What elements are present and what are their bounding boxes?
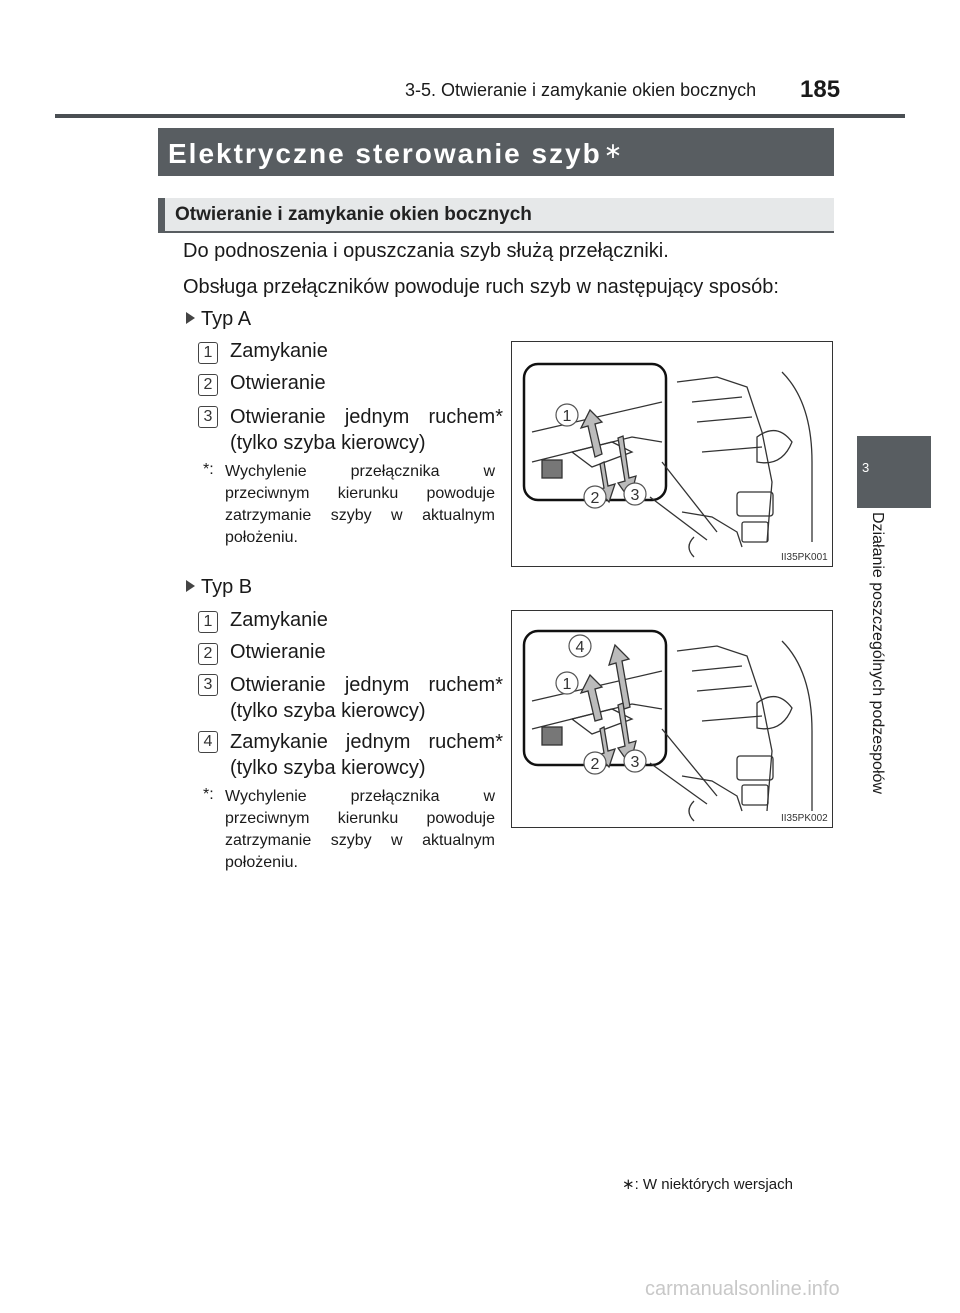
item-number-badge: 4 [198, 731, 218, 753]
page-title-text: Elektryczne sterowanie szyb [168, 138, 602, 169]
type-b-footnote-mark: *: [203, 786, 214, 803]
type-b-item-1 [198, 609, 498, 633]
item-text: Zamykanie jednym ruchem* (tylko szyba kierowcy) [230, 731, 503, 779]
chapter-title: Działanie poszczególnych podzespołów [869, 512, 886, 794]
page-number: 185 [800, 76, 841, 103]
figure-b-label-1: 1 [562, 676, 572, 693]
type-b-item-4 [198, 729, 503, 781]
item-text: Otwieranie [230, 372, 326, 394]
type-b-heading [186, 576, 252, 599]
type-a-item-2 [198, 372, 498, 396]
figure-type-b [511, 610, 833, 828]
title-asterisk: ∗ [603, 138, 625, 163]
type-b-label: Typ B [201, 576, 253, 598]
header-divider [55, 114, 905, 118]
item-number-badge: 3 [198, 406, 218, 428]
window-switch-illustration-b [512, 611, 832, 827]
item-text: Zamykanie [230, 340, 328, 362]
bullet-triangle-icon [186, 312, 195, 324]
item-number-badge: 1 [198, 342, 218, 364]
item-text: Otwieranie jednym ruchem* (tylko szyba kierowcy) [230, 406, 503, 454]
type-a-footnote: Wychylenie przełącznika w przeciwnym kierunku powoduje zatrzymanie szyby w aktualnym położeniu. [225, 463, 495, 546]
section-header: 3-5. Otwieranie i zamykanie okien bocznych [405, 80, 757, 100]
figure-a-label-2: 2 [590, 490, 600, 507]
bullet-triangle-icon [186, 580, 195, 592]
subtitle-accent [158, 198, 165, 233]
type-b-footnote: Wychylenie przełącznika w przeciwnym kierunku powoduje zatrzymanie szyby w aktualnym położeniu. [225, 788, 495, 871]
figure-b-label-3: 3 [630, 754, 640, 771]
item-text: Zamykanie [230, 609, 328, 631]
window-switch-illustration-a [512, 342, 832, 566]
figure-b-code: II35PK002 [781, 813, 828, 824]
page-title [168, 138, 624, 170]
chapter-number: 3 [862, 460, 870, 475]
subtitle: Otwieranie i zamykanie okien bocznych [175, 204, 532, 225]
intro-line-1: Do podnoszenia i opuszczania szyb służą przełączniki. [183, 240, 669, 262]
item-number-badge: 1 [198, 611, 218, 633]
item-number-badge: 3 [198, 674, 218, 696]
item-number-badge: 2 [198, 374, 218, 396]
type-b-item-3 [198, 672, 503, 724]
type-b-item-2 [198, 641, 498, 665]
figure-b-label-4: 4 [575, 639, 585, 656]
item-text: Otwieranie [230, 641, 326, 663]
figure-type-a [511, 341, 833, 567]
variant-footnote: ∗: W niektórych wersjach [622, 1176, 793, 1193]
item-text: Otwieranie jednym ruchem* (tylko szyba kierowcy) [230, 674, 503, 722]
watermark: carmanualsonline.info [645, 1278, 840, 1300]
figure-a-label-3: 3 [630, 487, 640, 504]
type-a-item-1 [198, 340, 498, 364]
intro-line-2: Obsługa przełączników powoduje ruch szyb w następujący sposób: [183, 276, 779, 298]
type-a-label: Typ A [201, 308, 252, 330]
item-number-badge: 2 [198, 643, 218, 665]
type-a-item-3 [198, 404, 503, 456]
figure-a-code: II35PK001 [781, 552, 828, 563]
type-a-footnote-mark: *: [203, 461, 214, 478]
figure-b-label-2: 2 [590, 756, 600, 773]
figure-a-label-1: 1 [562, 408, 572, 425]
type-a-heading [186, 308, 251, 331]
